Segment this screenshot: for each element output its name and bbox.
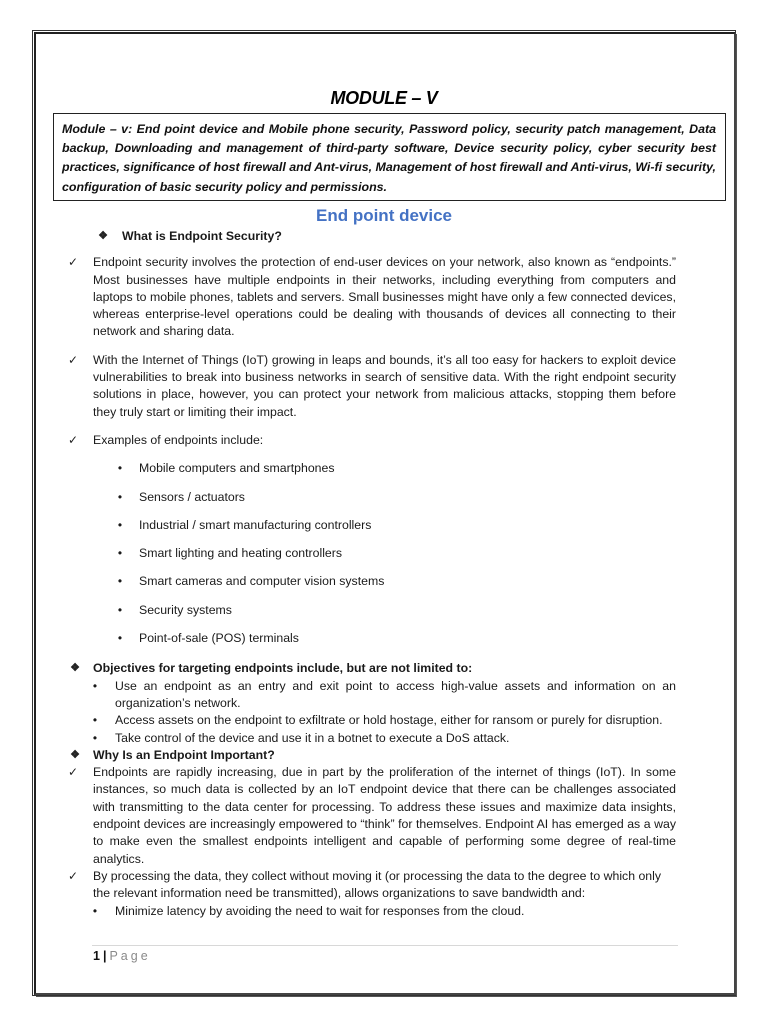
bullet-icon: • (92, 730, 98, 745)
benefits-list (62, 903, 676, 920)
question-text: Objectives for targeting endpoints include, but are not limited to: (93, 661, 473, 676)
check-paragraph (62, 254, 676, 340)
section-title: End point device (315, 206, 453, 225)
list-item: • Sensors / actuators (109, 489, 676, 506)
question-heading-endpoint-security (62, 228, 676, 245)
question-heading-objectives (62, 660, 676, 677)
check-icon: ✓ (68, 352, 79, 367)
examples-list (62, 460, 676, 647)
syllabus-box (53, 113, 726, 201)
list-item: • Smart lighting and heating controllers (109, 545, 676, 562)
bullet-icon: • (117, 517, 123, 532)
bullet-icon: • (117, 631, 123, 646)
page-number: 1 (93, 949, 100, 963)
bullet-icon: • (92, 903, 98, 918)
page-footer (93, 949, 151, 963)
list-item: • Access assets on the endpoint to exfiltrate or hold hostage, either for ransom or purely for disruption. (84, 712, 676, 729)
check-paragraph (62, 868, 676, 903)
bullet-icon: • (117, 574, 123, 589)
list-item: • Security systems (109, 602, 676, 619)
document-body (62, 228, 676, 920)
bullet-icon: • (117, 461, 123, 476)
diamond-bullet-icon: ❖ (70, 748, 80, 761)
footer-separator: | (102, 949, 107, 963)
list-item: • Minimize latency by avoiding the need to wait for responses from the cloud. (84, 903, 676, 920)
question-heading-importance (62, 747, 676, 764)
module-title: MODULE – V (330, 88, 438, 108)
check-paragraph (62, 352, 676, 421)
paragraph-text: Endpoint security involves the protection of end-user devices on your network, also known as “endpoints.” Most businesses have multiple endpoints in their networks, including everything from computers and laptops to mobile phones, tablets and servers. Small businesses might have only a few connected devices, whereas enterprise-level operations could be dealing with thousands of devices all connecting to their network and sharing data. (93, 255, 676, 339)
paragraph-text: By processing the data, they collect without moving it (or processing the data to the degree to which only the relevant information need be transmitted), allows organizations to save bandwidth and: (93, 868, 662, 901)
syllabus-text: Module – v: End point device and Mobile phone security, Password policy, security patch management, Data backup, Downloading and management of third-party software, Device security policy, cyber security best practices, significance of host firewall and Ant-virus, Management of host firewall and Anti-virus, Wi-fi security, configuration of basic security policy and permissions. (62, 122, 716, 194)
paragraph-text: Examples of endpoints include: (93, 432, 264, 447)
objectives-list (62, 678, 676, 747)
diamond-bullet-icon: ❖ (70, 662, 80, 675)
list-item: • Smart cameras and computer vision systems (109, 573, 676, 590)
list-item: • Industrial / smart manufacturing controllers (109, 517, 676, 534)
paragraph-text: Endpoints are rapidly increasing, due in part by the proliferation of the internet of things (IoT). In some instances, so much data is collected by an IoT endpoint device that there can be challenges associated with transmitting to the data center for processing. To address these issues and maximize data insights, endpoint devices are increasingly empowered to “think” for themselves. Endpoint AI has emerged as a way to make even the smallest endpoints intelligent and capable of performing some degree of real-time analytics. (93, 765, 676, 866)
check-icon: ✓ (68, 868, 79, 883)
bullet-icon: • (117, 602, 123, 617)
question-text: Why Is an Endpoint Important? (93, 747, 275, 762)
list-item: • Mobile computers and smartphones (109, 460, 676, 477)
check-paragraph (62, 432, 676, 449)
page-label: Page (109, 949, 151, 963)
bullet-icon: • (92, 713, 98, 728)
list-item: • Point-of-sale (POS) terminals (109, 630, 676, 647)
check-icon: ✓ (68, 765, 79, 780)
bullet-icon: • (92, 678, 98, 693)
diamond-bullet-icon: ❖ (98, 230, 108, 242)
check-icon: ✓ (68, 432, 79, 447)
list-item: • Use an endpoint as an entry and exit point to access high-value assets and information on an organization’s network. (84, 678, 676, 713)
list-item: • Take control of the device and use it in a botnet to execute a DoS attack. (84, 730, 676, 747)
bullet-icon: • (117, 489, 123, 504)
question-text: What is Endpoint Security? (122, 229, 282, 243)
check-paragraph (62, 764, 676, 868)
paragraph-text: With the Internet of Things (IoT) growing in leaps and bounds, it’s all too easy for hackers to exploit device vulnerabilities to break into business networks in search of sensitive data. With the right endpoint security solutions in place, however, you can protect your network from malicious attacks, stopping them before they truly start or limiting their impact. (93, 352, 676, 419)
bullet-icon: • (117, 546, 123, 561)
check-icon: ✓ (68, 255, 79, 270)
footer-divider (92, 945, 678, 946)
